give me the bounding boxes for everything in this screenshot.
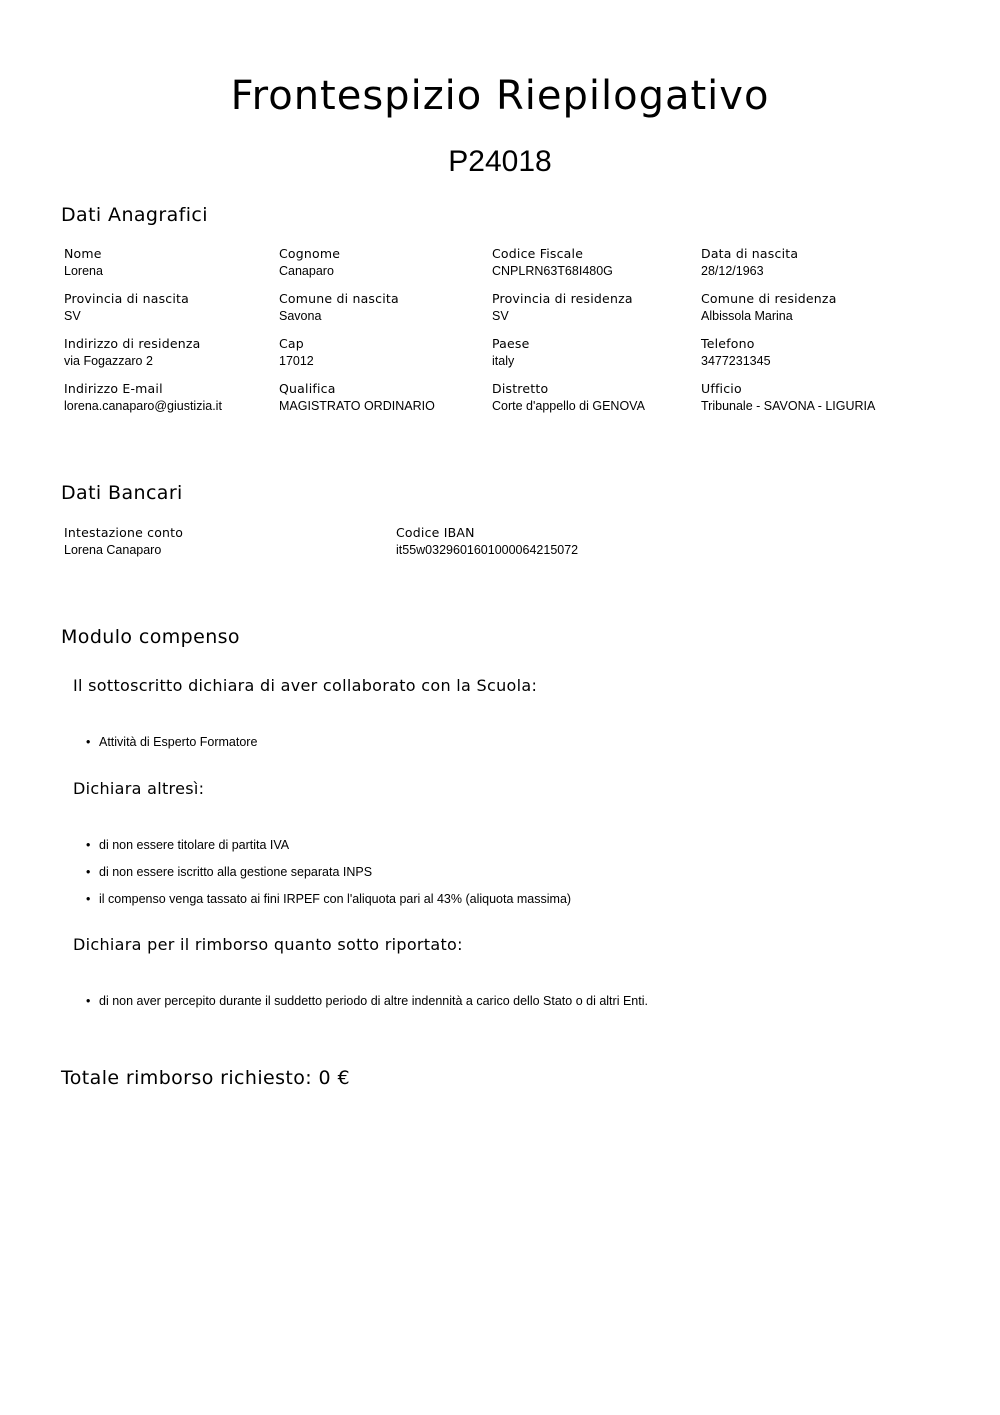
field-value: SV — [64, 309, 81, 323]
field-label: Paese — [492, 336, 530, 351]
list-item — [86, 993, 648, 1010]
field-label: Comune di residenza — [701, 291, 837, 306]
bullet-icon: • — [86, 838, 91, 852]
field-intestazione-conto — [64, 525, 183, 559]
list-item-text: Attività di Esperto Formatore — [99, 735, 258, 749]
field-email — [64, 381, 222, 415]
field-telefono — [701, 336, 771, 370]
field-nome — [64, 246, 103, 280]
list-item — [86, 734, 257, 751]
field-paese — [492, 336, 530, 370]
field-value: Savona — [279, 309, 322, 323]
field-indirizzo-residenza — [64, 336, 200, 370]
field-label: Comune di nascita — [279, 291, 399, 306]
field-ufficio — [701, 381, 875, 415]
field-value: Canaparo — [279, 264, 334, 278]
list-item — [86, 891, 571, 908]
list-item-text: di non aver percepito durante il suddetto periodo di altre indennità a carico dello Stato o di altri Enti. — [99, 994, 648, 1008]
field-label: Provincia di residenza — [492, 291, 633, 306]
field-label: Codice IBAN — [396, 525, 475, 540]
field-label: Indirizzo di residenza — [64, 336, 201, 351]
section-heading-anagrafica: Dati Anagrafici — [61, 204, 208, 226]
list-item-text: di non essere iscritto alla gestione separata INPS — [99, 865, 373, 879]
bullet-icon: • — [86, 994, 91, 1008]
field-provincia-nascita — [64, 291, 189, 325]
field-comune-nascita — [279, 291, 399, 325]
field-label: Provincia di nascita — [64, 291, 189, 306]
field-cognome — [279, 246, 340, 280]
subheading-altresi: Dichiara altresì: — [73, 779, 205, 798]
field-provincia-residenza — [492, 291, 633, 325]
field-value: SV — [492, 309, 509, 323]
field-value: 17012 — [279, 354, 314, 368]
field-label: Data di nascita — [701, 246, 799, 261]
field-qualifica — [279, 381, 435, 415]
document-code: P24018 — [448, 145, 552, 178]
field-codice-fiscale — [492, 246, 613, 280]
list-altresi — [86, 837, 571, 918]
field-value: Albissola Marina — [701, 309, 793, 323]
field-label: Cognome — [279, 246, 341, 261]
totale-rimborso: Totale rimborso richiesto: 0 € — [61, 1067, 350, 1089]
section-heading-compenso: Modulo compenso — [61, 626, 240, 648]
subheading-rimborso: Dichiara per il rimborso quanto sotto riportato: — [73, 935, 463, 954]
field-label: Nome — [64, 246, 102, 261]
section-heading-bancari: Dati Bancari — [61, 482, 183, 504]
field-value: Tribunale - SAVONA - LIGURIA — [701, 399, 876, 413]
list-item — [86, 837, 571, 854]
bullet-icon: • — [86, 892, 91, 906]
field-label: Cap — [279, 336, 304, 351]
list-item-text: di non essere titolare di partita IVA — [99, 838, 290, 852]
field-label: Telefono — [701, 336, 755, 351]
field-label: Distretto — [492, 381, 549, 396]
field-value: Lorena — [64, 264, 103, 278]
field-value: lorena.canaparo@giustizia.it — [64, 399, 222, 413]
bullet-icon: • — [86, 735, 91, 749]
field-value: 28/12/1963 — [701, 264, 764, 278]
subheading-collaborazione: Il sottoscritto dichiara di aver collaborato con la Scuola: — [73, 676, 538, 695]
field-distretto — [492, 381, 645, 415]
field-label: Qualifica — [279, 381, 336, 396]
page-title: Frontespizio Riepilogativo — [230, 73, 770, 119]
field-comune-residenza — [701, 291, 837, 325]
list-item — [86, 864, 571, 881]
field-value: MAGISTRATO ORDINARIO — [279, 399, 435, 413]
bullet-icon: • — [86, 865, 91, 879]
field-cap — [279, 336, 314, 370]
list-item-text: il compenso venga tassato ai fini IRPEF con l'aliquota pari al 43% (aliquota massima) — [99, 892, 572, 906]
field-label: Ufficio — [701, 381, 742, 396]
field-label: Codice Fiscale — [492, 246, 584, 261]
field-value: 3477231345 — [701, 354, 771, 368]
field-label: Indirizzo E-mail — [64, 381, 163, 396]
field-value: it55w0329601601000064215072 — [396, 543, 579, 557]
field-value: italy — [492, 354, 515, 368]
field-value: via Fogazzaro 2 — [64, 354, 153, 368]
field-data-nascita — [701, 246, 798, 280]
list-rimborso — [86, 993, 648, 1020]
field-value: Corte d'appello di GENOVA — [492, 399, 645, 413]
field-value: CNPLRN63T68I480G — [492, 264, 613, 278]
field-codice-iban — [396, 525, 578, 559]
list-collaborazione — [86, 734, 257, 761]
field-label: Intestazione conto — [64, 525, 184, 540]
field-value: Lorena Canaparo — [64, 543, 162, 557]
